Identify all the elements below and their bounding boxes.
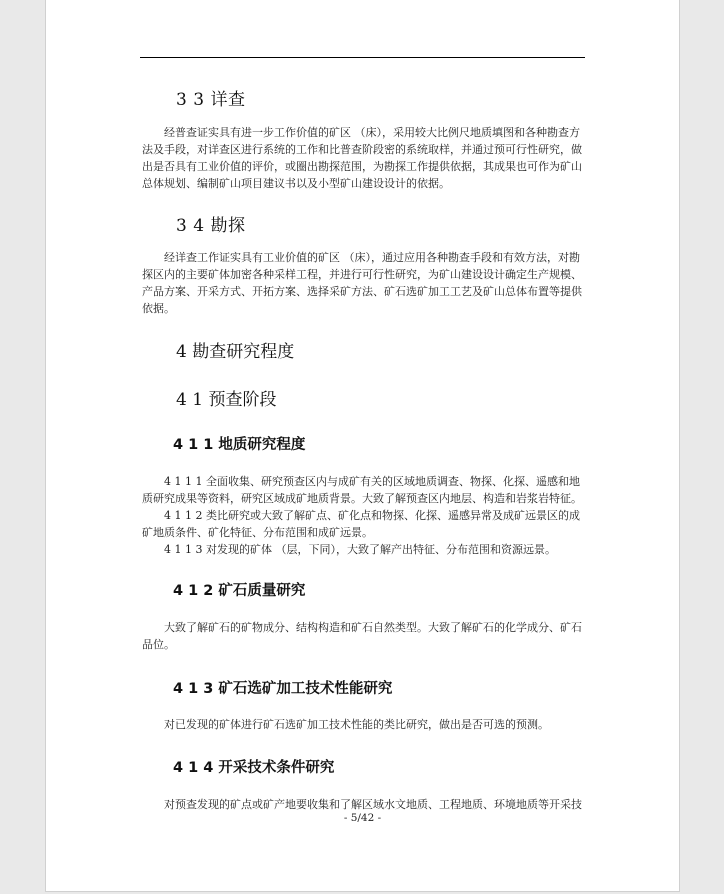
text-line: 依据。 bbox=[142, 302, 175, 315]
text-line: 质研究成果等资料，研究区域成矿地质背景。大致了解预查区内地层、构造和岩浆岩特征。 bbox=[142, 492, 582, 505]
text-line: 4 1 1 3 对发现的矿体 （层，下同），大致了解产出特征、分布范围和资源远景。 bbox=[164, 543, 556, 556]
paragraph-4-1-2 bbox=[142, 619, 586, 653]
heading-3-4: 3 4 勘探 bbox=[176, 216, 246, 236]
text-line: 经详查工作证实具有工业价值的矿区 （床），通过应用各种勘查手段和有效方法，对勘 bbox=[164, 251, 580, 264]
text-line: 产品方案、开采方式、开拓方案、选择采矿方法、矿石选矿加工工艺及矿山总体布置等提供 bbox=[142, 285, 582, 298]
heading-4-1: 4 1 预查阶段 bbox=[176, 390, 277, 410]
header-rule bbox=[140, 57, 585, 58]
heading-4-1-3: 4 1 3 矿石选矿加工技术性能研究 bbox=[173, 681, 393, 697]
paragraph-4-1-3 bbox=[142, 716, 586, 733]
text-line: 出是否具有工业价值的评价，或圈出勘探范围，为勘探工作提供依据，其成果也可作为矿山 bbox=[142, 160, 582, 173]
paragraph-4-1-1 bbox=[142, 473, 586, 558]
page-number: - 5/42 - bbox=[343, 812, 382, 824]
paragraph-3-4 bbox=[142, 249, 586, 317]
heading-4-1-1: 4 1 1 地质研究程度 bbox=[173, 437, 306, 453]
text-line: 对预查发现的矿点或矿产地要收集和了解区域水文地质、工程地质、环境地质等开采技 bbox=[164, 798, 582, 811]
document-page bbox=[45, 0, 680, 892]
heading-3-3: 3 3 详查 bbox=[176, 90, 246, 110]
text-line: 大致了解矿石的矿物成分、结构构造和矿石自然类型。大致了解矿石的化学成分、矿石 bbox=[164, 621, 582, 634]
text-line: 探区内的主要矿体加密各种采样工程，并进行可行性研究，为矿山建设设计确定生产规模、 bbox=[142, 268, 582, 281]
text-line: 经普查证实具有进一步工作价值的矿区 （床），采用较大比例尺地质填图和各种勘查方 bbox=[164, 126, 580, 139]
text-line: 总体规划、编制矿山项目建议书以及小型矿山建设设计的依据。 bbox=[142, 177, 450, 190]
text-line: 4 1 1 2 类比研究或大致了解矿点、矿化点和物探、化探、遥感异常及成矿远景区的成 bbox=[164, 509, 580, 522]
heading-4-1-2: 4 1 2 矿石质量研究 bbox=[173, 583, 306, 599]
heading-4-1-4: 4 1 4 开采技术条件研究 bbox=[173, 760, 335, 776]
paragraph-3-3 bbox=[142, 124, 586, 192]
heading-4: 4 勘查研究程度 bbox=[176, 342, 295, 362]
text-line: 矿地质条件、矿化特征、分布范围和成矿远景。 bbox=[142, 526, 373, 539]
text-line: 对已发现的矿体进行矿石选矿加工技术性能的类比研究，做出是否可选的预测。 bbox=[164, 718, 549, 731]
text-line: 品位。 bbox=[142, 638, 175, 651]
text-line: 4 1 1 1 全面收集、研究预查区内与成矿有关的区域地质调查、物探、化探、遥感和地 bbox=[164, 475, 580, 488]
text-line: 法及手段，对详查区进行系统的工作和比普查阶段密的系统取样，并通过预可行性研究，做 bbox=[142, 143, 582, 156]
paragraph-4-1-4 bbox=[142, 796, 586, 813]
